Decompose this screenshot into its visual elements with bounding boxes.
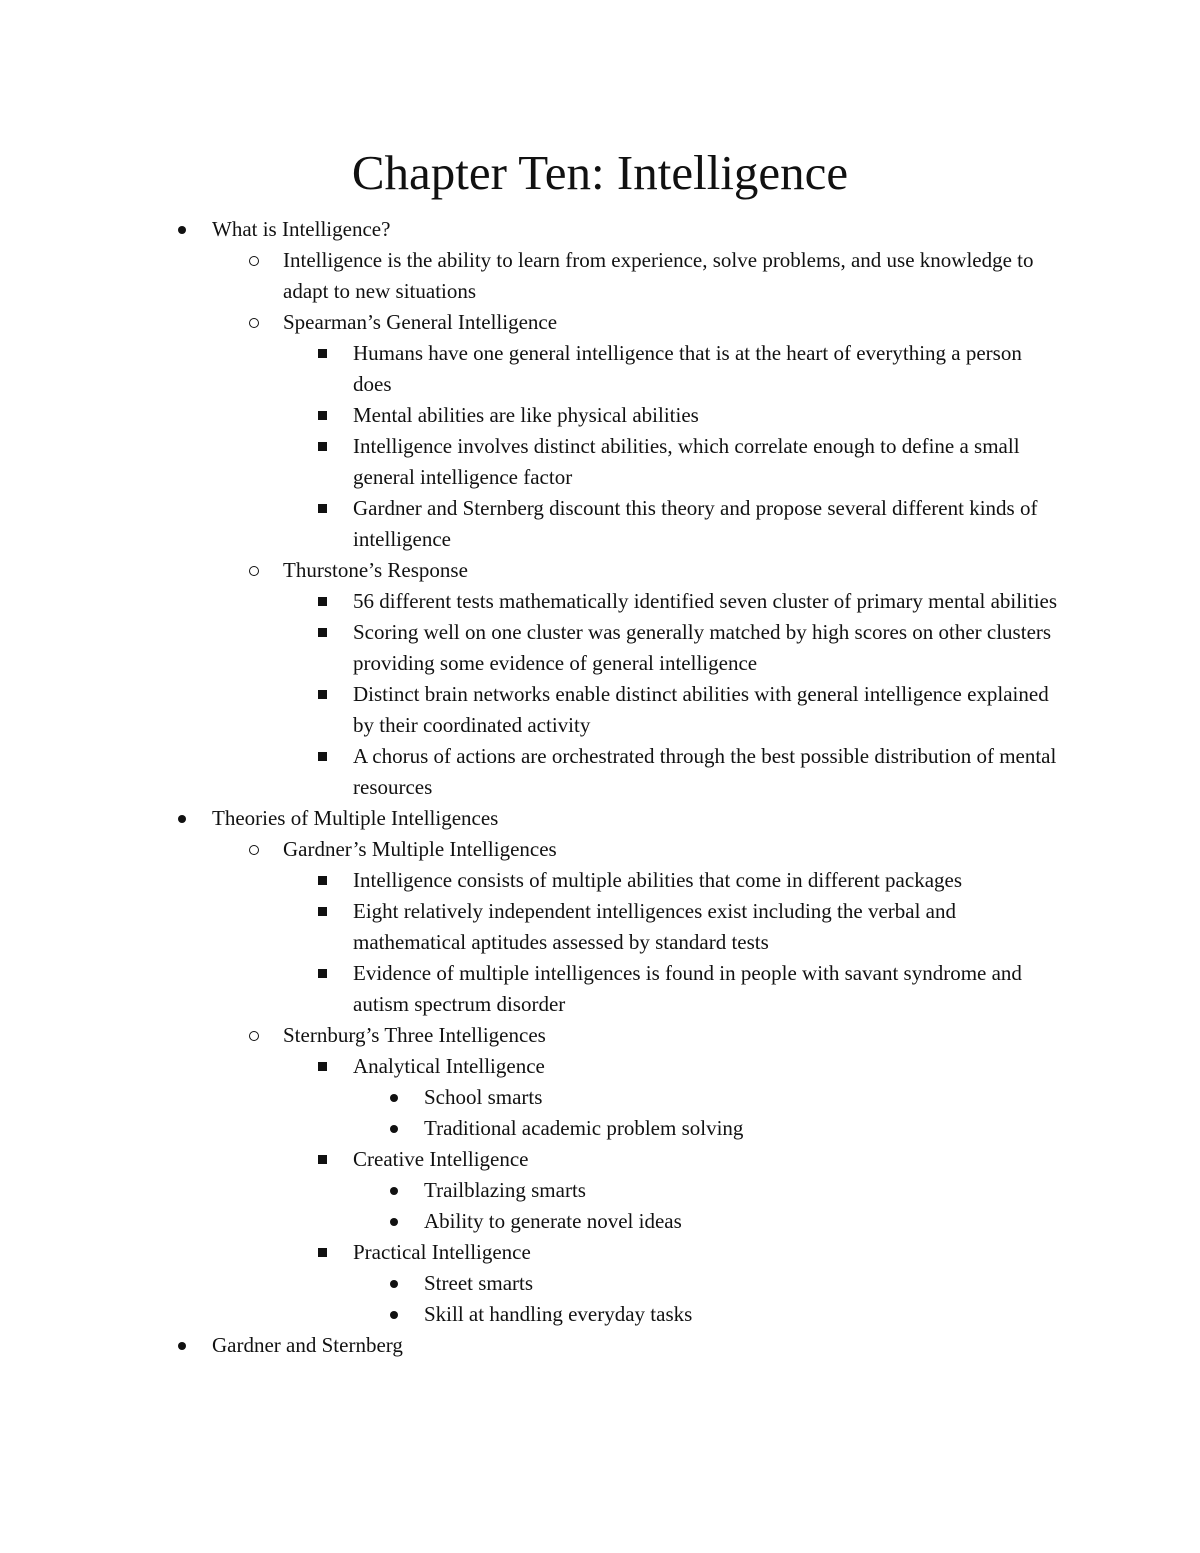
outline-list-level-2 (283, 586, 1060, 803)
outline-item-text: Ability to generate novel ideas (424, 1209, 682, 1233)
outline-item (0, 1144, 1060, 1237)
outline-list-level-0 (0, 214, 1200, 1361)
outline-list-level-3 (353, 1082, 1060, 1144)
outline-item-text: Gardner and Sternberg (212, 1333, 403, 1357)
outline-list-level-3 (353, 1175, 1060, 1237)
disc-bullet-icon (390, 1268, 398, 1299)
outline-item-text: Intelligence is the ability to learn from experience, solve problems, and use knowledge to adapt to new situations (283, 248, 1034, 303)
outline-item (0, 1113, 1060, 1144)
outline-item-text: What is Intelligence? (212, 217, 391, 241)
outline-list-level-3 (353, 1268, 1060, 1330)
outline-item-text: Evidence of multiple intelligences is found in people with savant syndrome and autism spectrum disorder (353, 961, 1022, 1016)
outline-item-text: Distinct brain networks enable distinct abilities with general intelligence explained by their coordinated activity (353, 682, 1049, 737)
square-bullet-icon (318, 865, 327, 896)
outline-item-text: Humans have one general intelligence that is at the heart of everything a person does (353, 341, 1022, 396)
square-bullet-icon (318, 617, 327, 648)
outline-item-text: Practical Intelligence (353, 1240, 531, 1264)
outline-item-text: Trailblazing smarts (424, 1178, 586, 1202)
page-title: Chapter Ten: Intelligence (351, 145, 849, 200)
square-bullet-icon (318, 1144, 327, 1175)
outline-list-level-2 (283, 865, 1060, 1020)
outline-item-text: 56 different tests mathematically identified seven cluster of primary mental abilities (353, 589, 1058, 613)
disc-bullet-icon (178, 803, 186, 834)
outline-item-text: Spearman’s General Intelligence (283, 310, 558, 334)
outline-item (0, 803, 1060, 1330)
outline-item (0, 1206, 1060, 1237)
outline-item (0, 431, 1060, 493)
disc-bullet-icon (390, 1206, 398, 1237)
disc-bullet-icon (390, 1113, 398, 1144)
square-bullet-icon (318, 958, 327, 989)
outline-item (0, 214, 1060, 803)
square-bullet-icon (318, 679, 327, 710)
outline-item (0, 245, 1060, 307)
outline-item-text: Creative Intelligence (353, 1147, 529, 1171)
outline-item (0, 400, 1060, 431)
disc-bullet-icon (178, 1330, 186, 1361)
outline-list-level-1 (212, 834, 1060, 1330)
disc-bullet-icon (178, 214, 186, 245)
square-bullet-icon (318, 1237, 327, 1268)
outline-item (0, 1082, 1060, 1113)
square-bullet-icon (318, 1051, 327, 1082)
outline-item-text: Sternburg’s Three Intelligences (283, 1023, 546, 1047)
outline-item-text: Skill at handling everyday tasks (424, 1302, 693, 1326)
outline-item (0, 958, 1060, 1020)
outline-item (0, 896, 1060, 958)
outline-item-text: Analytical Intelligence (353, 1054, 545, 1078)
square-bullet-icon (318, 431, 327, 462)
outline-item-text: A chorus of actions are orchestrated through the best possible distribution of mental resources (353, 744, 1057, 799)
square-bullet-icon (318, 586, 327, 617)
outline-item (0, 1237, 1060, 1330)
outline-list-level-2 (283, 338, 1060, 555)
outline (0, 214, 1200, 1361)
outline-item-text: School smarts (424, 1085, 543, 1109)
outline-item-text: Intelligence consists of multiple abilities that come in different packages (353, 868, 963, 892)
outline-item (0, 865, 1060, 896)
outline-item (0, 834, 1060, 1020)
outline-item-text: Intelligence involves distinct abilities, which correlate enough to define a small general intelligence factor (353, 434, 1020, 489)
outline-item (0, 338, 1060, 400)
disc-bullet-icon (390, 1299, 398, 1330)
square-bullet-icon (318, 741, 327, 772)
outline-item (0, 617, 1060, 679)
square-bullet-icon (318, 400, 327, 431)
outline-item (0, 741, 1060, 803)
outline-item-text: Gardner and Sternberg discount this theory and propose several different kinds of intelligence (353, 496, 1038, 551)
circle-bullet-icon (249, 555, 259, 586)
disc-bullet-icon (390, 1082, 398, 1113)
outline-item (0, 1268, 1060, 1299)
circle-bullet-icon (249, 834, 259, 865)
outline-item-text: Traditional academic problem solving (424, 1116, 744, 1140)
outline-item (0, 493, 1060, 555)
outline-item (0, 307, 1060, 555)
outline-item (0, 1299, 1060, 1330)
outline-item-text: Eight relatively independent intelligences exist including the verbal and mathematical aptitudes assessed by standard tests (353, 899, 956, 954)
circle-bullet-icon (249, 1020, 259, 1051)
outline-item-text: Theories of Multiple Intelligences (212, 806, 499, 830)
outline-item (0, 1020, 1060, 1330)
outline-item (0, 1330, 1060, 1361)
disc-bullet-icon (390, 1175, 398, 1206)
outline-item-text: Mental abilities are like physical abilities (353, 403, 699, 427)
square-bullet-icon (318, 896, 327, 927)
square-bullet-icon (318, 338, 327, 369)
outline-list-level-2 (283, 1051, 1060, 1330)
outline-item (0, 679, 1060, 741)
square-bullet-icon (318, 493, 327, 524)
outline-item-text: Scoring well on one cluster was generally matched by high scores on other clusters providing some evidence of general intelligence (353, 620, 1052, 675)
outline-item-text: Thurstone’s Response (283, 558, 468, 582)
circle-bullet-icon (249, 245, 259, 276)
outline-item-text: Gardner’s Multiple Intelligences (283, 837, 557, 861)
circle-bullet-icon (249, 307, 259, 338)
outline-item (0, 586, 1060, 617)
outline-item-text: Street smarts (424, 1271, 534, 1295)
outline-item (0, 1051, 1060, 1144)
outline-item (0, 555, 1060, 803)
outline-list-level-1 (212, 245, 1060, 803)
outline-item (0, 1175, 1060, 1206)
